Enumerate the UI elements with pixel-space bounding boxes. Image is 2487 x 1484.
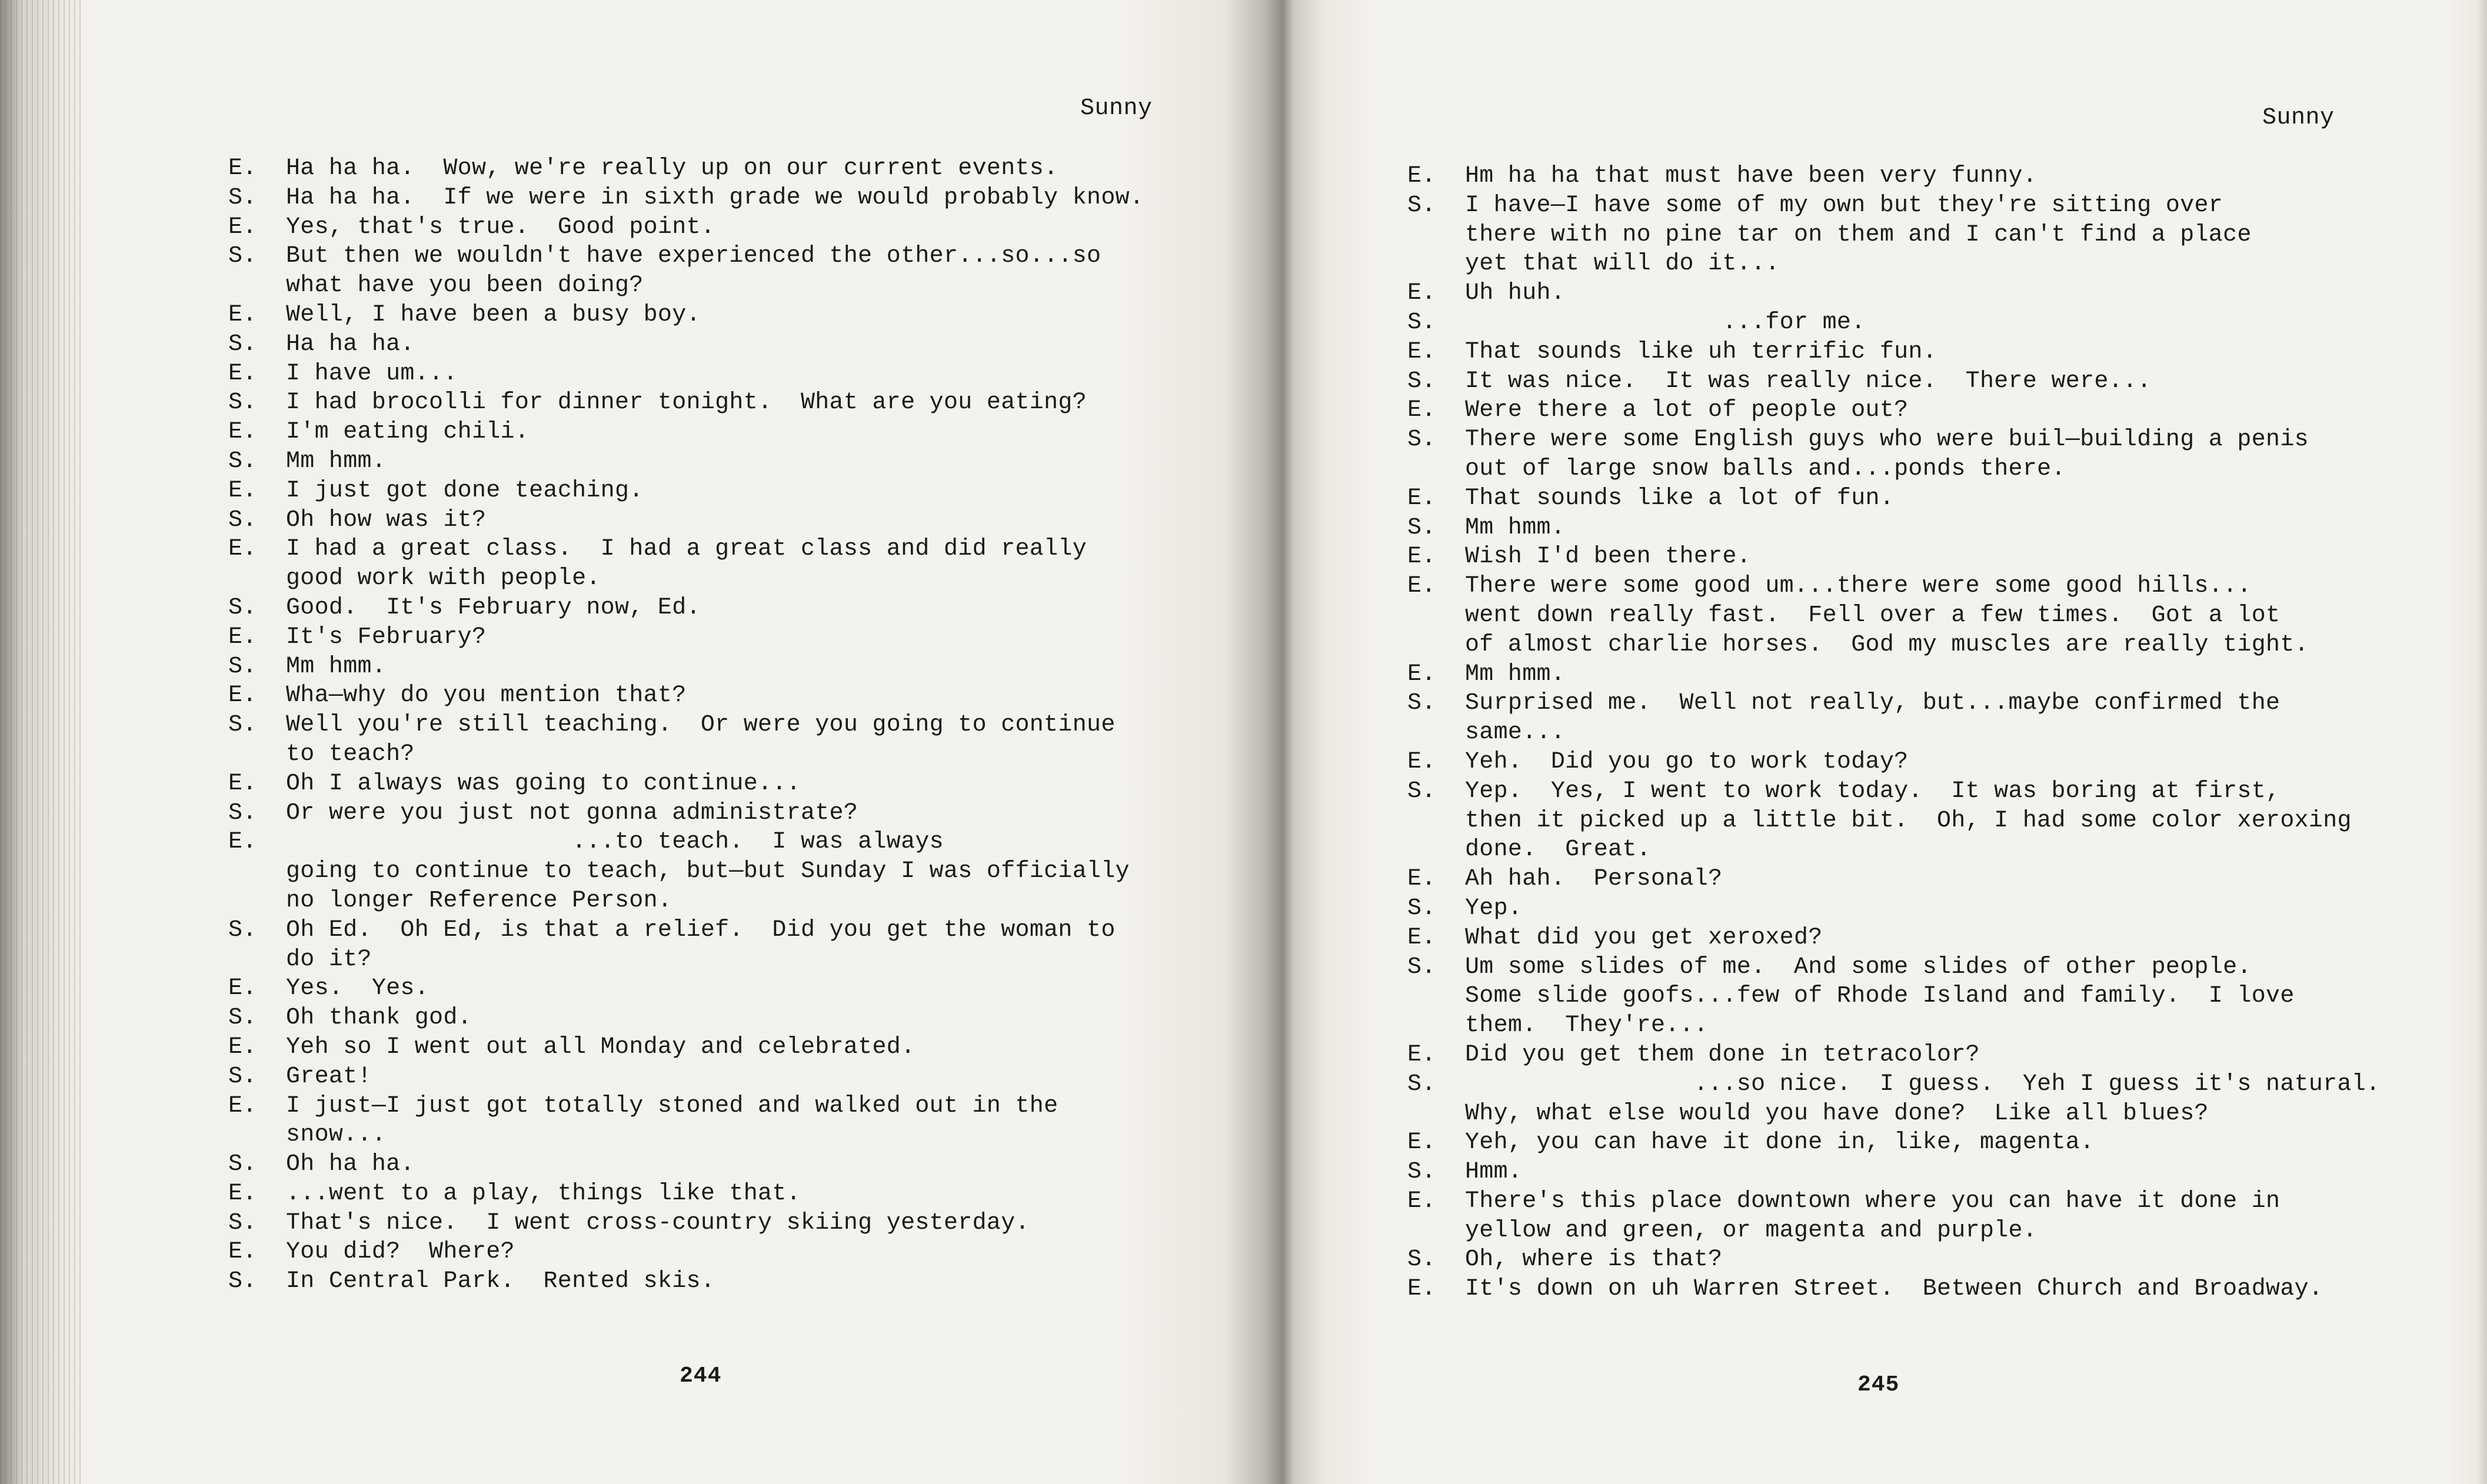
speaker-label: E. xyxy=(228,536,257,563)
line-text: There were some English guys who were buil—building a penis xyxy=(1465,426,2309,453)
line-text: Yeh, you can have it done in, like, magenta. xyxy=(1465,1129,2095,1156)
speaker-label: S. xyxy=(228,916,257,943)
speaker-label: S. xyxy=(228,448,257,475)
dialogue-line xyxy=(1407,1128,2484,1158)
line-text: out of large snow balls and...ponds there. xyxy=(1465,455,2066,482)
line-text: Why, what else would you have done? Like all blues? xyxy=(1465,1100,2209,1127)
speaker-label: S. xyxy=(228,243,257,270)
line-text: I have—I have some of my own but they're sitting over xyxy=(1465,192,2223,219)
line-text: Or were you just not gonna administrate? xyxy=(286,799,858,826)
dialogue-line xyxy=(1407,425,2484,455)
line-text: yellow and green, or magenta and purple. xyxy=(1465,1217,2037,1244)
speaker-label xyxy=(228,857,286,886)
line-text: no longer Reference Person. xyxy=(286,887,672,914)
speaker-label: E. xyxy=(1407,573,1436,600)
speaker-label xyxy=(1407,631,1465,660)
dialogue-line xyxy=(228,1150,1252,1179)
speaker-label: S. xyxy=(1407,953,1436,981)
line-text: Surprised me. Well not really, but...maybe confirmed the xyxy=(1465,690,2280,717)
speaker-label: E. xyxy=(1407,1276,1436,1303)
speaker-label: E. xyxy=(228,829,257,856)
dialogue-line xyxy=(228,418,1252,447)
dialogue-line xyxy=(228,974,1252,1003)
speaker-label: E. xyxy=(228,1092,257,1119)
dialogue-line xyxy=(1407,982,2484,1011)
speaker-label xyxy=(1407,221,1465,250)
speaker-label: E. xyxy=(228,1239,257,1266)
line-text: But then we wouldn't have experienced the other...so...so xyxy=(286,243,1101,270)
speaker-label: S. xyxy=(228,653,257,680)
line-text: It's down on uh Warren Street. Between Church and Broadway. xyxy=(1465,1276,2323,1303)
line-text: That's nice. I went cross-country skiing yesterday. xyxy=(286,1209,1030,1236)
speaker-label xyxy=(1407,455,1465,484)
bleed-through-text xyxy=(247,100,883,126)
speaker-label: E. xyxy=(228,214,257,241)
dialogue-line xyxy=(1407,1275,2484,1304)
speaker-label xyxy=(1407,1099,1465,1129)
dialogue-line xyxy=(228,799,1252,828)
line-text: done. Great. xyxy=(1465,836,1651,863)
line-text: Uh huh. xyxy=(1465,280,1566,307)
speaker-label: S. xyxy=(1407,1071,1436,1098)
line-text: I had a great class. I had a great class and did really xyxy=(286,536,1087,563)
line-text: That sounds like a lot of fun. xyxy=(1465,485,1895,512)
dialogue-line xyxy=(1407,748,2484,777)
line-text: Ha ha ha. If we were in sixth grade we would probably know. xyxy=(286,184,1144,211)
speaker-label: S. xyxy=(228,1209,257,1236)
line-text: I have um... xyxy=(286,360,458,387)
line-text: In Central Park. Rented skis. xyxy=(286,1268,715,1295)
dialogue-line xyxy=(1407,806,2484,836)
dialogue-line xyxy=(228,945,1252,975)
line-text: Yep. xyxy=(1465,895,1523,922)
dialogue-line xyxy=(1407,894,2484,923)
dialogue-line xyxy=(1407,865,2484,894)
line-text: Hmm. xyxy=(1465,1159,1523,1186)
line-text: same... xyxy=(1465,719,1566,746)
dialogue-line xyxy=(228,1179,1252,1209)
line-text: Oh Ed. Oh Ed, is that a relief. Did you get the woman to xyxy=(286,916,1116,943)
speaker-label: E. xyxy=(1407,338,1436,365)
dialogue-line xyxy=(228,711,1252,740)
dialogue-line xyxy=(228,476,1252,506)
line-text: Hm ha ha that must have been very funny. xyxy=(1465,163,2037,189)
speaker-label: S. xyxy=(1407,368,1436,395)
speaker-label: E. xyxy=(1407,397,1436,424)
dialogue-line xyxy=(228,652,1252,682)
line-text: Oh how was it? xyxy=(286,506,487,533)
speaker-label: E. xyxy=(1407,661,1436,688)
speaker-label: S. xyxy=(1407,514,1436,541)
dialogue-line xyxy=(228,1238,1252,1267)
dialogue-line xyxy=(228,242,1252,271)
left-page-number: 244 xyxy=(680,1363,722,1389)
dialogue-line xyxy=(228,506,1252,535)
dialogue-line xyxy=(228,271,1252,301)
speaker-label xyxy=(228,945,286,975)
line-text: Ha ha ha. xyxy=(286,331,415,358)
line-text: Oh, where is that? xyxy=(1465,1246,1723,1273)
line-text: there with no pine tar on them and I can't find a place xyxy=(1465,221,2252,248)
speaker-label xyxy=(228,564,286,593)
speaker-label: S. xyxy=(1407,426,1436,453)
line-text: I had brocolli for dinner tonight. What are you eating? xyxy=(286,389,1087,416)
dialogue-line xyxy=(228,886,1252,916)
line-text: ...for me. xyxy=(1465,309,1866,336)
line-text: Mm hmm. xyxy=(286,448,387,475)
speaker-label: E. xyxy=(228,301,257,328)
speaker-label: E. xyxy=(228,1033,257,1061)
line-text: Great! xyxy=(286,1063,372,1090)
dialogue-line xyxy=(1407,484,2484,513)
dialogue-line xyxy=(1407,718,2484,748)
line-text: Good. It's February now, Ed. xyxy=(286,594,701,621)
dialogue-line xyxy=(228,447,1252,476)
line-text: do it? xyxy=(286,946,372,973)
speaker-label: S. xyxy=(228,799,257,826)
line-text: I just got done teaching. xyxy=(286,477,644,504)
speaker-label: E. xyxy=(228,477,257,504)
dialogue-line xyxy=(1407,191,2484,221)
dialogue-line xyxy=(228,593,1252,623)
dialogue-line xyxy=(1407,513,2484,543)
dialogue-line xyxy=(228,740,1252,769)
dialogue-line xyxy=(228,184,1252,213)
line-text: Wha—why do you mention that? xyxy=(286,682,687,709)
line-text: There's this place downtown where you can have it done in xyxy=(1465,1188,2280,1215)
speaker-label xyxy=(228,740,286,769)
speaker-label: E. xyxy=(1407,1188,1436,1215)
speaker-label xyxy=(228,1120,286,1150)
speaker-label: S. xyxy=(228,184,257,211)
line-text: There were some good um...there were some good hills... xyxy=(1465,573,2252,600)
speaker-label: S. xyxy=(228,1005,257,1032)
dialogue-line xyxy=(228,1092,1252,1121)
line-text: That sounds like uh terrific fun. xyxy=(1465,338,1937,365)
dialogue-line xyxy=(228,916,1252,945)
dialogue-line xyxy=(1407,367,2484,396)
dialogue-line xyxy=(1407,338,2484,367)
dialogue-line xyxy=(1407,308,2484,338)
dialogue-line xyxy=(1407,249,2484,279)
dialogue-line xyxy=(1407,953,2484,982)
speaker-label: E. xyxy=(228,623,257,651)
line-text: ...so nice. I guess. Yeh I guess it's natural. xyxy=(1465,1071,2381,1098)
speaker-label: S. xyxy=(228,331,257,358)
line-text: Oh ha ha. xyxy=(286,1151,415,1178)
line-text: It's February? xyxy=(286,623,487,651)
dialogue-line xyxy=(1407,1216,2484,1246)
line-text: Wish I'd been there. xyxy=(1465,543,1752,571)
speaker-label: S. xyxy=(1407,309,1436,336)
speaker-label: S. xyxy=(228,1151,257,1178)
line-text: yet that will do it... xyxy=(1465,251,1780,278)
dialogue-line xyxy=(1407,1041,2484,1070)
speaker-label xyxy=(1407,806,1465,836)
dialogue-line xyxy=(1407,221,2484,250)
dialogue-line xyxy=(228,388,1252,418)
speaker-label: S. xyxy=(228,389,257,416)
right-dialogue xyxy=(1407,162,2484,1304)
left-page-header: Sunny xyxy=(1080,95,1153,122)
dialogue-line xyxy=(228,1209,1252,1238)
right-page-number: 245 xyxy=(1857,1372,1900,1398)
right-page xyxy=(1283,0,2487,1484)
dialogue-line xyxy=(228,213,1252,242)
speaker-label xyxy=(1407,1216,1465,1246)
speaker-label xyxy=(1407,601,1465,631)
line-text: Mm hmm. xyxy=(1465,661,1566,688)
dialogue-line xyxy=(1407,279,2484,308)
line-text: Yes. Yes. xyxy=(286,975,430,1002)
line-text: good work with people. xyxy=(286,565,601,592)
dialogue-line xyxy=(1407,162,2484,191)
line-text: Did you get them done in tetracolor? xyxy=(1465,1041,1980,1068)
dialogue-line xyxy=(228,1120,1252,1150)
speaker-label: E. xyxy=(1407,485,1436,512)
speaker-label: S. xyxy=(1407,192,1436,219)
line-text: Oh thank god. xyxy=(286,1005,472,1032)
line-text: ...went to a play, things like that. xyxy=(286,1180,801,1207)
speaker-label: S. xyxy=(1407,895,1436,922)
line-text: ...to teach. I was always xyxy=(286,829,944,856)
speaker-label: S. xyxy=(228,1063,257,1090)
dialogue-line xyxy=(228,535,1252,564)
line-text: to teach? xyxy=(286,741,415,768)
speaker-label: E. xyxy=(228,682,257,709)
speaker-label: S. xyxy=(228,712,257,739)
speaker-label: E. xyxy=(1407,1041,1436,1068)
dialogue-line xyxy=(1407,542,2484,572)
dialogue-line xyxy=(1407,455,2484,484)
speaker-label xyxy=(228,271,286,301)
dialogue-line xyxy=(1407,572,2484,601)
line-text: Mm hmm. xyxy=(1465,514,1566,541)
line-text: Well you're still teaching. Or were you going to continue xyxy=(286,712,1116,739)
speaker-label xyxy=(1407,249,1465,279)
dialogue-line xyxy=(228,828,1252,857)
speaker-label: S. xyxy=(228,594,257,621)
line-text: What did you get xeroxed? xyxy=(1465,924,1823,951)
dialogue-line xyxy=(228,359,1252,389)
dialogue-line xyxy=(1407,396,2484,425)
dialogue-line xyxy=(228,769,1252,799)
speaker-label xyxy=(228,886,286,916)
speaker-label xyxy=(1407,982,1465,1011)
line-text: You did? Where? xyxy=(286,1239,515,1266)
speaker-label xyxy=(1407,1011,1465,1041)
speaker-label: E. xyxy=(228,155,257,182)
line-text: Yeh so I went out all Monday and celebrated. xyxy=(286,1033,915,1061)
dialogue-line xyxy=(1407,777,2484,806)
dialogue-line xyxy=(1407,1011,2484,1041)
dialogue-line xyxy=(1407,601,2484,631)
speaker-label: E. xyxy=(1407,1129,1436,1156)
line-text: then it picked up a little bit. Oh, I had some color xeroxing xyxy=(1465,807,2352,834)
line-text: Yep. Yes, I went to work today. It was boring at first, xyxy=(1465,778,2280,805)
dialogue-line xyxy=(228,154,1252,184)
dialogue-line xyxy=(228,1033,1252,1062)
dialogue-line xyxy=(1407,923,2484,953)
line-text: Yeh. Did you go to work today? xyxy=(1465,748,1909,775)
line-text: of almost charlie horses. God my muscles are really tight. xyxy=(1465,631,2309,658)
left-dialogue xyxy=(228,154,1252,1296)
dialogue-line xyxy=(228,1003,1252,1033)
dialogue-line xyxy=(1407,1070,2484,1099)
dialogue-line xyxy=(228,330,1252,359)
speaker-label: E. xyxy=(1407,866,1436,893)
speaker-label: S. xyxy=(1407,1246,1436,1273)
dialogue-line xyxy=(228,564,1252,593)
line-text: Mm hmm. xyxy=(286,653,387,680)
dialogue-line xyxy=(1407,631,2484,660)
speaker-label: E. xyxy=(1407,280,1436,307)
dialogue-line xyxy=(228,1267,1252,1296)
dialogue-line xyxy=(1407,1099,2484,1129)
dialogue-line xyxy=(1407,1245,2484,1275)
line-text: I just—I just got totally stoned and walked out in the xyxy=(286,1092,1058,1119)
speaker-label: E. xyxy=(228,1180,257,1207)
speaker-label: E. xyxy=(228,419,257,446)
speaker-label: S. xyxy=(1407,690,1436,717)
dialogue-line xyxy=(1407,689,2484,718)
speaker-label: E. xyxy=(1407,748,1436,775)
speaker-label xyxy=(1407,718,1465,748)
speaker-label xyxy=(1407,835,1465,865)
dialogue-line xyxy=(228,1062,1252,1092)
speaker-label: E. xyxy=(1407,924,1436,951)
dialogue-line xyxy=(228,857,1252,886)
dialogue-line xyxy=(1407,835,2484,865)
dialogue-line xyxy=(1407,660,2484,689)
speaker-label: S. xyxy=(1407,778,1436,805)
speaker-label: S. xyxy=(228,1268,257,1295)
line-text: Um some slides of me. And some slides of other people. xyxy=(1465,953,2252,981)
dialogue-line xyxy=(1407,1158,2484,1187)
right-page-header: Sunny xyxy=(2262,105,2335,131)
line-text: Were there a lot of people out? xyxy=(1465,397,1909,424)
speaker-label: E. xyxy=(228,770,257,797)
line-text: Ha ha ha. Wow, we're really up on our current events. xyxy=(286,155,1058,182)
line-text: I'm eating chili. xyxy=(286,419,530,446)
line-text: Well, I have been a busy boy. xyxy=(286,301,701,328)
line-text: Oh I always was going to continue... xyxy=(286,770,801,797)
speaker-label: E. xyxy=(228,360,257,387)
line-text: them. They're... xyxy=(1465,1012,1709,1039)
dialogue-line xyxy=(228,301,1252,330)
line-text: what have you been doing? xyxy=(286,272,644,299)
speaker-label: E. xyxy=(1407,543,1436,571)
speaker-label: E. xyxy=(228,975,257,1002)
line-text: went down really fast. Fell over a few times. Got a lot xyxy=(1465,602,2280,629)
line-text: going to continue to teach, but—but Sunday I was officially xyxy=(286,858,1130,885)
speaker-label: E. xyxy=(1407,163,1436,189)
speaker-label: S. xyxy=(1407,1159,1436,1186)
line-text: Ah hah. Personal? xyxy=(1465,866,1723,893)
dialogue-line xyxy=(228,623,1252,652)
line-text: Yes, that's true. Good point. xyxy=(286,214,715,241)
line-text: It was nice. It was really nice. There were... xyxy=(1465,368,2152,395)
dialogue-line xyxy=(228,681,1252,711)
line-text: Some slide goofs...few of Rhode Island and family. I love xyxy=(1465,983,2295,1010)
dialogue-line xyxy=(1407,1187,2484,1216)
line-text: snow... xyxy=(286,1122,387,1149)
speaker-label: S. xyxy=(228,506,257,533)
